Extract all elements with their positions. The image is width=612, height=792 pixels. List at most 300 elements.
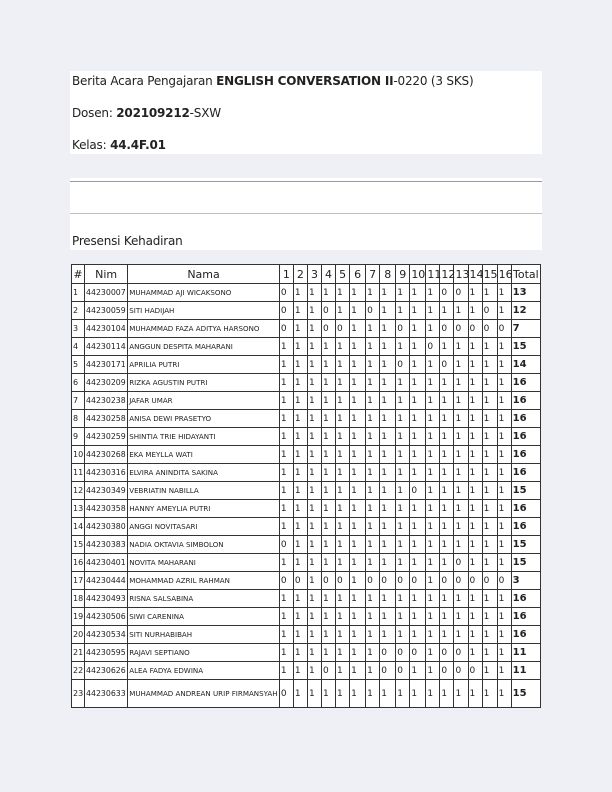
attendance-mark: 0 <box>279 572 293 590</box>
attendance-mark: 1 <box>322 428 336 446</box>
column-header: 11 <box>426 265 440 284</box>
attendance-mark: 1 <box>293 536 307 554</box>
attendance-mark: 0 <box>380 644 396 662</box>
column-header: # <box>72 265 85 284</box>
attendance-mark: 1 <box>279 662 293 680</box>
attendance-mark: 1 <box>307 392 321 410</box>
attendance-mark: 1 <box>350 284 366 302</box>
table-row <box>72 680 541 708</box>
table-row <box>72 392 541 410</box>
student-name: MOHAMMAD AZRIL RAHMAN <box>128 572 280 590</box>
attendance-mark: 1 <box>279 500 293 518</box>
row-number: 14 <box>72 518 85 536</box>
column-header: Nim <box>85 265 128 284</box>
row-number: 10 <box>72 446 85 464</box>
attendance-mark: 1 <box>482 392 497 410</box>
attendance-total: 16 <box>511 608 540 626</box>
attendance-mark: 1 <box>380 428 396 446</box>
attendance-mark: 1 <box>426 302 440 320</box>
attendance-mark: 1 <box>322 500 336 518</box>
attendance-mark: 0 <box>497 572 511 590</box>
attendance-mark: 1 <box>468 590 482 608</box>
attendance-mark: 1 <box>293 446 307 464</box>
attendance-mark: 1 <box>293 680 307 708</box>
attendance-mark: 1 <box>279 392 293 410</box>
attendance-mark: 1 <box>482 500 497 518</box>
table-row <box>72 590 541 608</box>
attendance-mark: 1 <box>468 338 482 356</box>
student-nim: 44230059 <box>85 302 128 320</box>
attendance-mark: 1 <box>410 500 426 518</box>
attendance-total: 13 <box>511 284 540 302</box>
attendance-mark: 1 <box>336 482 350 500</box>
attendance-mark: 1 <box>426 536 440 554</box>
course-name: ENGLISH CONVERSATION II <box>216 74 394 88</box>
lecturer-suffix: -SXW <box>189 106 221 120</box>
attendance-mark: 1 <box>396 374 410 392</box>
attendance-mark: 1 <box>380 536 396 554</box>
attendance-mark: 1 <box>322 608 336 626</box>
attendance-mark: 1 <box>410 554 426 572</box>
attendance-mark: 1 <box>307 554 321 572</box>
attendance-mark: 1 <box>293 410 307 428</box>
attendance-mark: 0 <box>454 284 468 302</box>
attendance-section-header <box>70 178 542 250</box>
table-row <box>72 320 541 338</box>
lecturer-prefix: Dosen: <box>72 106 117 120</box>
student-nim: 44230493 <box>85 590 128 608</box>
attendance-mark: 1 <box>307 428 321 446</box>
table-row <box>72 302 541 320</box>
student-nim: 44230209 <box>85 374 128 392</box>
row-number: 11 <box>72 464 85 482</box>
student-nim: 44230316 <box>85 464 128 482</box>
attendance-mark: 1 <box>468 356 482 374</box>
attendance-total: 11 <box>511 662 540 680</box>
attendance-mark: 1 <box>497 392 511 410</box>
attendance-mark: 1 <box>380 374 396 392</box>
attendance-mark: 1 <box>410 590 426 608</box>
column-header: 12 <box>440 265 454 284</box>
attendance-total: 16 <box>511 590 540 608</box>
attendance-mark: 1 <box>380 356 396 374</box>
attendance-mark: 1 <box>497 626 511 644</box>
attendance-mark: 1 <box>366 644 380 662</box>
attendance-mark: 1 <box>322 464 336 482</box>
attendance-mark: 0 <box>410 482 426 500</box>
row-number: 20 <box>72 626 85 644</box>
attendance-mark: 1 <box>350 626 366 644</box>
attendance-mark: 1 <box>307 482 321 500</box>
attendance-mark: 1 <box>350 356 366 374</box>
attendance-mark: 1 <box>482 662 497 680</box>
course-line <box>72 72 542 104</box>
attendance-mark: 1 <box>410 428 426 446</box>
attendance-total: 16 <box>511 410 540 428</box>
lecturer-line <box>72 104 542 136</box>
attendance-mark: 1 <box>454 446 468 464</box>
attendance-mark: 1 <box>454 392 468 410</box>
attendance-mark: 1 <box>497 302 511 320</box>
attendance-mark: 1 <box>307 500 321 518</box>
attendance-mark: 1 <box>336 680 350 708</box>
attendance-mark: 1 <box>440 518 454 536</box>
student-name: RISNA SALSABINA <box>128 590 280 608</box>
student-name: VEBRIATIN NABILLA <box>128 482 280 500</box>
attendance-mark: 1 <box>322 590 336 608</box>
table-row <box>72 482 541 500</box>
attendance-mark: 1 <box>454 356 468 374</box>
attendance-mark: 1 <box>426 284 440 302</box>
attendance-mark: 1 <box>396 302 410 320</box>
attendance-mark: 1 <box>396 590 410 608</box>
attendance-mark: 1 <box>454 464 468 482</box>
attendance-mark: 1 <box>468 608 482 626</box>
attendance-mark: 1 <box>336 302 350 320</box>
attendance-mark: 1 <box>366 554 380 572</box>
attendance-mark: 0 <box>440 320 454 338</box>
attendance-mark: 1 <box>350 428 366 446</box>
attendance-mark: 0 <box>454 644 468 662</box>
table-row <box>72 446 541 464</box>
attendance-mark: 1 <box>454 482 468 500</box>
student-name: MUHAMMAD FAZA ADITYA HARSONO <box>128 320 280 338</box>
attendance-mark: 0 <box>366 302 380 320</box>
student-name: NADIA OKTAVIA SIMBOLON <box>128 536 280 554</box>
attendance-mark: 1 <box>380 680 396 708</box>
table-row <box>72 464 541 482</box>
student-name: SIWI CARENINA <box>128 608 280 626</box>
attendance-mark: 1 <box>410 320 426 338</box>
attendance-mark: 1 <box>336 662 350 680</box>
row-number: 23 <box>72 680 85 708</box>
attendance-mark: 1 <box>396 284 410 302</box>
attendance-mark: 1 <box>350 320 366 338</box>
student-name: JAFAR UMAR <box>128 392 280 410</box>
attendance-mark: 1 <box>336 590 350 608</box>
attendance-mark: 1 <box>426 680 440 708</box>
attendance-mark: 1 <box>279 590 293 608</box>
attendance-mark: 1 <box>396 554 410 572</box>
attendance-mark: 1 <box>366 536 380 554</box>
attendance-total: 11 <box>511 644 540 662</box>
column-header: 2 <box>293 265 307 284</box>
attendance-mark: 1 <box>380 482 396 500</box>
attendance-mark: 1 <box>396 680 410 708</box>
attendance-total: 16 <box>511 626 540 644</box>
attendance-mark: 1 <box>396 446 410 464</box>
attendance-mark: 1 <box>293 392 307 410</box>
attendance-mark: 1 <box>336 644 350 662</box>
column-header: 16 <box>497 265 511 284</box>
attendance-mark: 0 <box>468 320 482 338</box>
column-header: 1 <box>279 265 293 284</box>
attendance-mark: 0 <box>366 572 380 590</box>
attendance-total: 16 <box>511 374 540 392</box>
attendance-total: 16 <box>511 428 540 446</box>
row-number: 12 <box>72 482 85 500</box>
attendance-mark: 1 <box>482 338 497 356</box>
attendance-mark: 1 <box>350 608 366 626</box>
attendance-mark: 1 <box>482 680 497 708</box>
table-row <box>72 410 541 428</box>
attendance-mark: 1 <box>410 284 426 302</box>
table-row <box>72 554 541 572</box>
attendance-mark: 1 <box>426 590 440 608</box>
attendance-mark: 1 <box>482 374 497 392</box>
attendance-total: 16 <box>511 392 540 410</box>
attendance-mark: 1 <box>440 464 454 482</box>
attendance-mark: 1 <box>482 644 497 662</box>
row-number: 22 <box>72 662 85 680</box>
student-nim: 44230633 <box>85 680 128 708</box>
attendance-mark: 1 <box>410 302 426 320</box>
attendance-mark: 1 <box>293 518 307 536</box>
attendance-table <box>71 264 541 708</box>
attendance-mark: 1 <box>293 428 307 446</box>
attendance-mark: 1 <box>307 338 321 356</box>
attendance-mark: 1 <box>366 626 380 644</box>
attendance-mark: 1 <box>307 356 321 374</box>
attendance-mark: 1 <box>396 482 410 500</box>
attendance-mark: 0 <box>336 320 350 338</box>
row-number: 6 <box>72 374 85 392</box>
attendance-mark: 1 <box>468 410 482 428</box>
attendance-mark: 1 <box>497 500 511 518</box>
attendance-mark: 1 <box>322 392 336 410</box>
attendance-mark: 1 <box>350 662 366 680</box>
attendance-mark: 1 <box>307 680 321 708</box>
attendance-mark: 1 <box>497 554 511 572</box>
column-header: 13 <box>454 265 468 284</box>
attendance-mark: 1 <box>366 518 380 536</box>
attendance-mark: 1 <box>336 356 350 374</box>
column-header: 7 <box>366 265 380 284</box>
attendance-total: 16 <box>511 500 540 518</box>
attendance-mark: 1 <box>279 626 293 644</box>
attendance-mark: 1 <box>279 644 293 662</box>
attendance-mark: 1 <box>307 518 321 536</box>
attendance-mark: 1 <box>497 410 511 428</box>
row-number: 8 <box>72 410 85 428</box>
attendance-mark: 1 <box>307 590 321 608</box>
attendance-mark: 1 <box>396 536 410 554</box>
attendance-total: 7 <box>511 320 540 338</box>
attendance-mark: 1 <box>279 446 293 464</box>
attendance-mark: 1 <box>497 284 511 302</box>
attendance-mark: 0 <box>454 320 468 338</box>
divider <box>70 181 542 182</box>
attendance-mark: 1 <box>322 410 336 428</box>
student-nim: 44230383 <box>85 536 128 554</box>
attendance-mark: 1 <box>279 518 293 536</box>
attendance-mark: 1 <box>497 680 511 708</box>
section-title: Presensi Kehadiran <box>72 234 183 248</box>
attendance-mark: 1 <box>454 590 468 608</box>
class-prefix: Kelas: <box>72 138 111 152</box>
column-header: 6 <box>350 265 366 284</box>
attendance-mark: 1 <box>366 374 380 392</box>
attendance-mark: 1 <box>307 320 321 338</box>
attendance-mark: 0 <box>322 662 336 680</box>
attendance-mark: 1 <box>396 464 410 482</box>
attendance-mark: 1 <box>350 482 366 500</box>
student-nim: 44230401 <box>85 554 128 572</box>
attendance-mark: 1 <box>440 590 454 608</box>
attendance-mark: 1 <box>322 338 336 356</box>
attendance-mark: 1 <box>380 446 396 464</box>
attendance-total: 14 <box>511 356 540 374</box>
attendance-mark: 0 <box>482 320 497 338</box>
attendance-mark: 1 <box>426 662 440 680</box>
attendance-mark: 1 <box>293 626 307 644</box>
row-number: 13 <box>72 500 85 518</box>
attendance-mark: 1 <box>350 374 366 392</box>
attendance-mark: 1 <box>336 284 350 302</box>
attendance-mark: 1 <box>426 446 440 464</box>
attendance-mark: 1 <box>307 284 321 302</box>
attendance-mark: 1 <box>482 590 497 608</box>
attendance-mark: 1 <box>366 410 380 428</box>
row-number: 17 <box>72 572 85 590</box>
divider <box>70 213 542 214</box>
attendance-mark: 1 <box>279 338 293 356</box>
attendance-mark: 1 <box>468 482 482 500</box>
attendance-mark: 1 <box>350 446 366 464</box>
attendance-mark: 1 <box>322 374 336 392</box>
attendance-mark: 1 <box>497 356 511 374</box>
attendance-mark: 1 <box>380 338 396 356</box>
attendance-total: 15 <box>511 482 540 500</box>
attendance-mark: 1 <box>366 608 380 626</box>
attendance-mark: 1 <box>410 410 426 428</box>
student-name: NOVITA MAHARANI <box>128 554 280 572</box>
attendance-mark: 1 <box>410 518 426 536</box>
table-row <box>72 626 541 644</box>
attendance-mark: 0 <box>468 662 482 680</box>
attendance-mark: 1 <box>307 608 321 626</box>
attendance-mark: 1 <box>410 536 426 554</box>
attendance-mark: 1 <box>468 446 482 464</box>
attendance-mark: 1 <box>380 554 396 572</box>
attendance-mark: 1 <box>426 554 440 572</box>
table-row <box>72 572 541 590</box>
student-name: RAJAVI SEPTIANO <box>128 644 280 662</box>
student-nim: 44230534 <box>85 626 128 644</box>
attendance-mark: 0 <box>396 572 410 590</box>
attendance-mark: 1 <box>293 338 307 356</box>
student-nim: 44230258 <box>85 410 128 428</box>
attendance-mark: 1 <box>350 554 366 572</box>
attendance-mark: 1 <box>410 374 426 392</box>
attendance-mark: 1 <box>336 338 350 356</box>
attendance-mark: 1 <box>279 464 293 482</box>
attendance-mark: 1 <box>380 320 396 338</box>
attendance-mark: 1 <box>322 518 336 536</box>
attendance-mark: 1 <box>293 644 307 662</box>
attendance-mark: 1 <box>497 338 511 356</box>
attendance-mark: 1 <box>482 284 497 302</box>
attendance-mark: 1 <box>482 536 497 554</box>
lecturer-id: 202109212 <box>116 106 190 120</box>
attendance-mark: 1 <box>350 464 366 482</box>
row-number: 4 <box>72 338 85 356</box>
attendance-mark: 1 <box>410 464 426 482</box>
attendance-mark: 1 <box>482 464 497 482</box>
student-name: SITI HADIJAH <box>128 302 280 320</box>
attendance-mark: 1 <box>468 374 482 392</box>
attendance-mark: 1 <box>322 356 336 374</box>
attendance-mark: 0 <box>396 356 410 374</box>
student-name: ALEA FADYA EDWINA <box>128 662 280 680</box>
attendance-mark: 1 <box>366 500 380 518</box>
attendance-mark: 1 <box>426 320 440 338</box>
student-name: SITI NURHABIBAH <box>128 626 280 644</box>
attendance-mark: 0 <box>279 302 293 320</box>
attendance-mark: 1 <box>293 608 307 626</box>
attendance-mark: 1 <box>350 680 366 708</box>
attendance-mark: 1 <box>426 608 440 626</box>
attendance-mark: 1 <box>440 680 454 708</box>
attendance-mark: 1 <box>293 464 307 482</box>
attendance-mark: 1 <box>396 500 410 518</box>
attendance-mark: 1 <box>482 428 497 446</box>
attendance-mark: 1 <box>279 482 293 500</box>
row-number: 3 <box>72 320 85 338</box>
attendance-mark: 0 <box>440 572 454 590</box>
attendance-mark: 1 <box>454 626 468 644</box>
attendance-mark: 1 <box>366 662 380 680</box>
attendance-mark: 1 <box>482 626 497 644</box>
attendance-mark: 1 <box>497 518 511 536</box>
student-name: APRILIA PUTRI <box>128 356 280 374</box>
column-header: 8 <box>380 265 396 284</box>
attendance-mark: 1 <box>454 428 468 446</box>
table-row <box>72 374 541 392</box>
attendance-mark: 1 <box>307 662 321 680</box>
attendance-mark: 1 <box>410 356 426 374</box>
attendance-mark: 1 <box>279 554 293 572</box>
student-name: RIZKA AGUSTIN PUTRI <box>128 374 280 392</box>
attendance-mark: 1 <box>293 374 307 392</box>
attendance-mark: 1 <box>396 518 410 536</box>
attendance-mark: 0 <box>396 320 410 338</box>
column-header: 3 <box>307 265 321 284</box>
attendance-mark: 1 <box>440 608 454 626</box>
attendance-mark: 1 <box>440 500 454 518</box>
attendance-total: 16 <box>511 464 540 482</box>
attendance-mark: 1 <box>454 338 468 356</box>
attendance-mark: 1 <box>410 338 426 356</box>
attendance-mark: 1 <box>380 302 396 320</box>
attendance-mark: 0 <box>482 572 497 590</box>
attendance-mark: 1 <box>350 590 366 608</box>
attendance-mark: 1 <box>336 554 350 572</box>
table-header-row <box>72 265 541 284</box>
attendance-mark: 1 <box>279 428 293 446</box>
attendance-mark: 1 <box>497 482 511 500</box>
attendance-mark: 1 <box>497 464 511 482</box>
attendance-mark: 1 <box>454 518 468 536</box>
attendance-mark: 1 <box>366 284 380 302</box>
attendance-mark: 0 <box>426 338 440 356</box>
attendance-mark: 1 <box>380 392 396 410</box>
attendance-mark: 0 <box>396 644 410 662</box>
attendance-mark: 1 <box>497 590 511 608</box>
attendance-mark: 1 <box>307 464 321 482</box>
student-nim: 44230444 <box>85 572 128 590</box>
column-header: Nama <box>128 265 280 284</box>
